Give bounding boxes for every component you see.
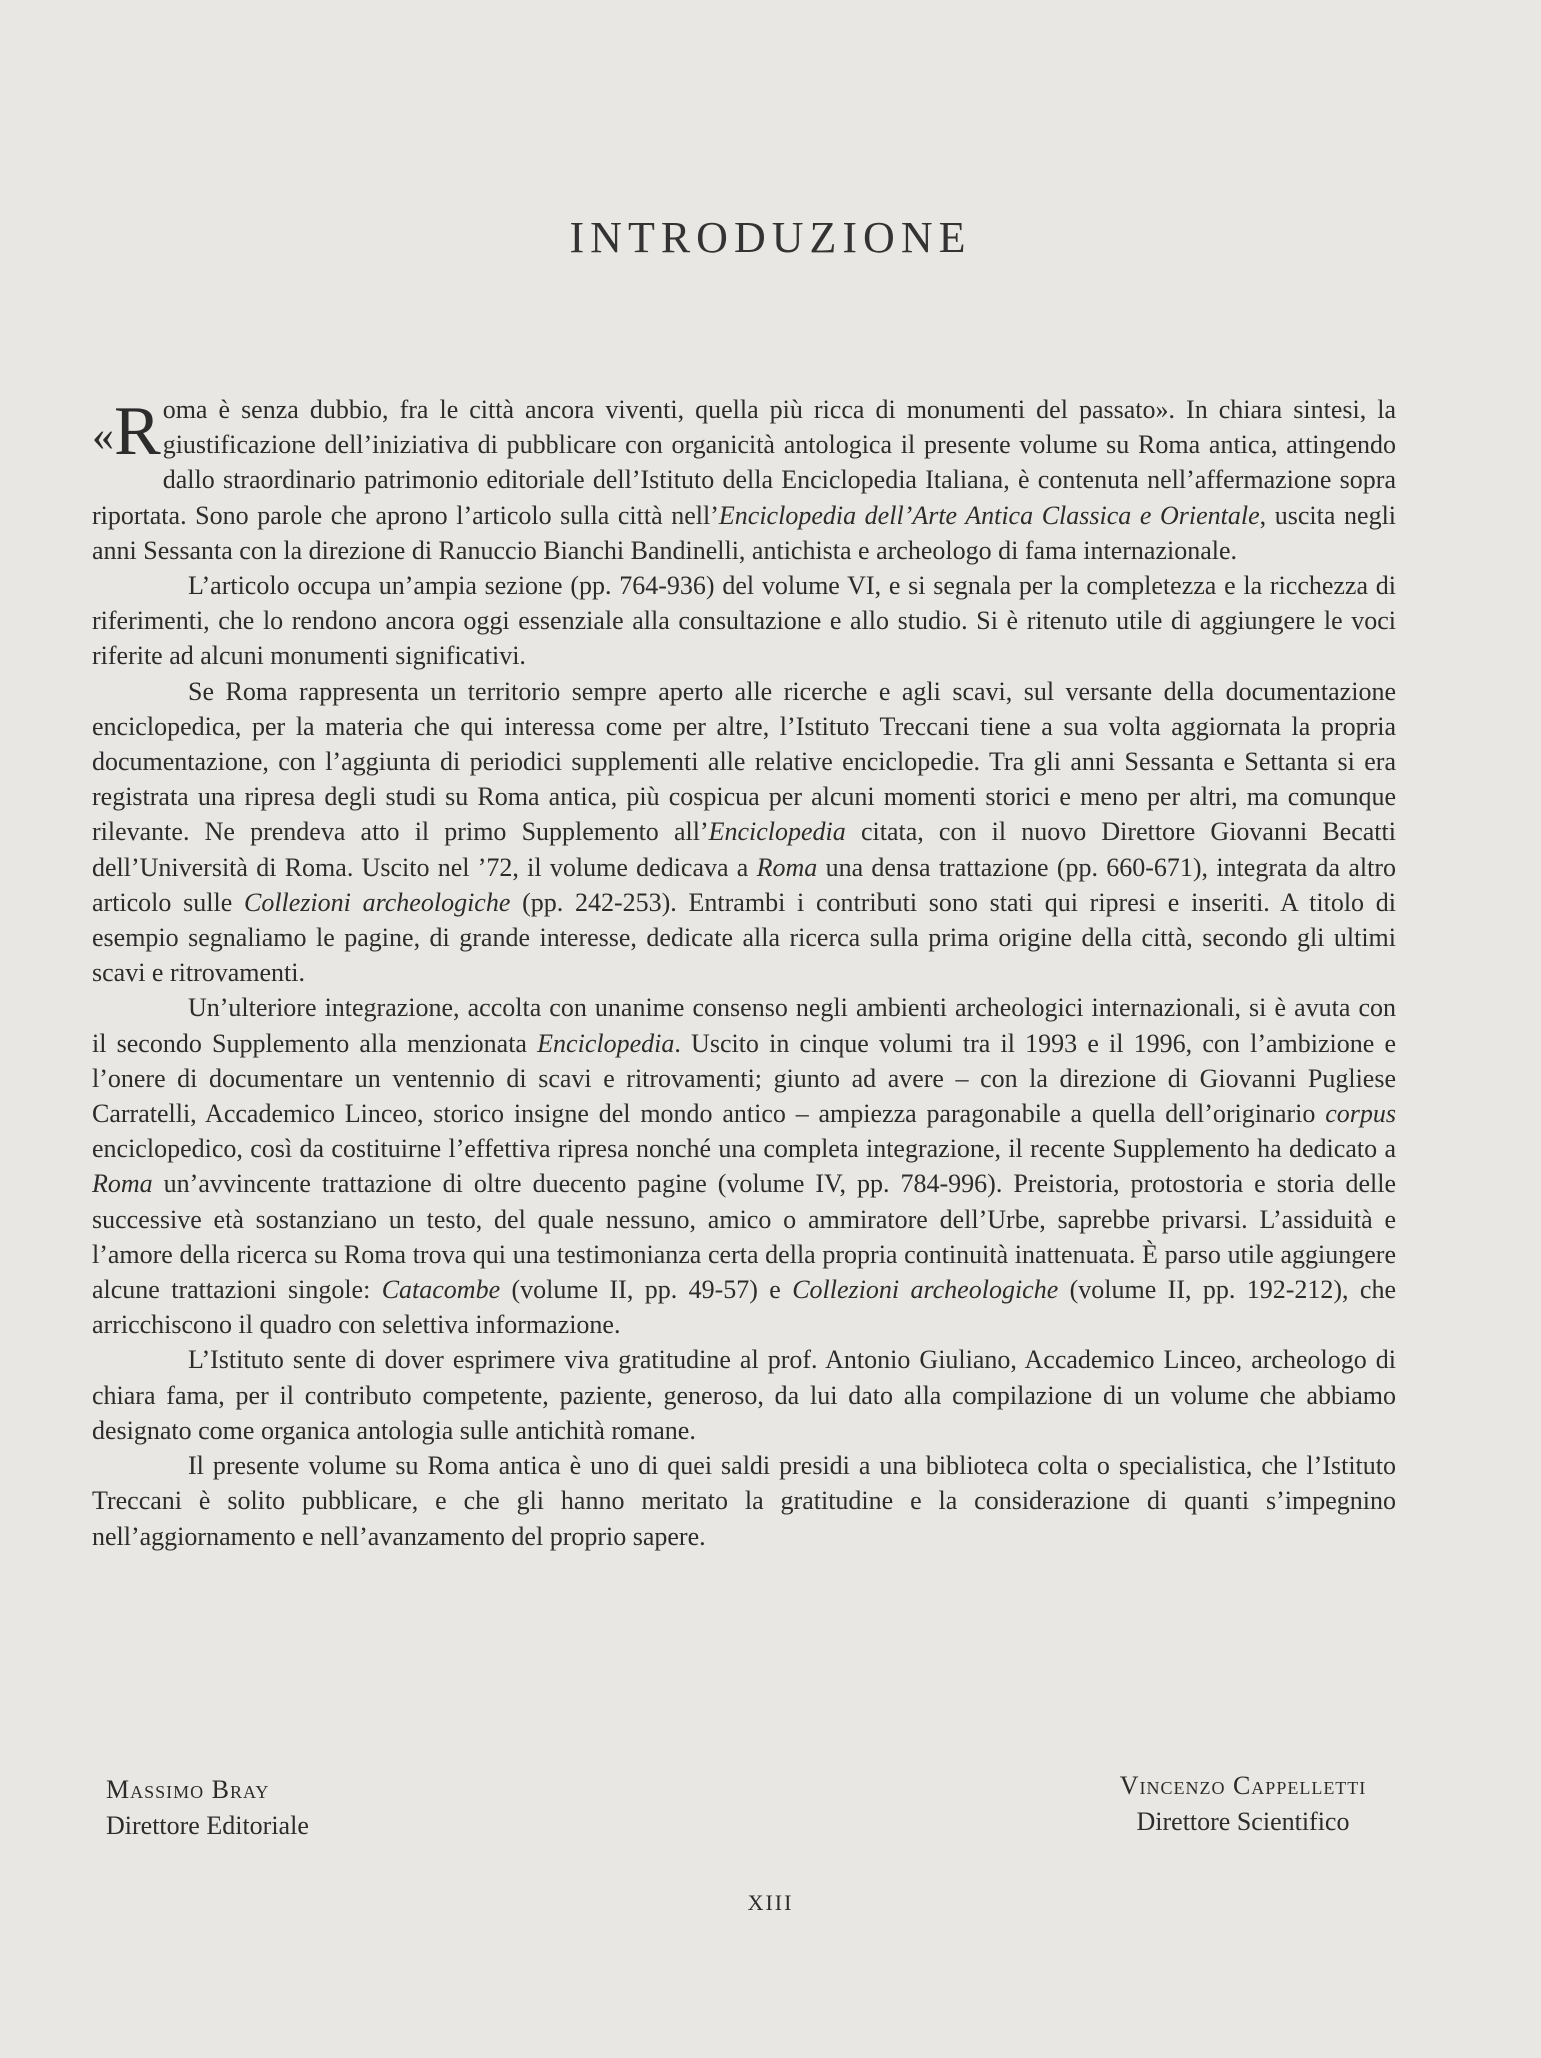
drop-cap-letter: R xyxy=(114,393,161,470)
paragraph-2 xyxy=(92,568,1396,674)
italic-title-text: Enciclopedia xyxy=(537,1028,675,1058)
italic-title-text: Catacombe xyxy=(381,1275,501,1305)
introduction-body xyxy=(92,392,1396,1554)
italic-title-text: corpus xyxy=(1325,1099,1396,1129)
signature-name: Massimo Bray xyxy=(106,1775,270,1804)
page-title: INTRODUZIONE xyxy=(569,213,972,262)
paragraph-text: citata, con il nuovo Direttore Giovanni Becatti dell’Università di Roma. Uscito nel ’72, il volume dedicava a xyxy=(92,817,1396,882)
italic-title-text: Collezioni archeologiche xyxy=(243,887,511,917)
signature-scientific-director xyxy=(1090,1768,1396,1840)
paragraph-6 xyxy=(92,1448,1396,1554)
paragraph-text: Un’ulteriore integrazione, accolta con unanime consenso negli ambienti archeologici internazionali, si è avuta con il secondo Supplemento alla menzionata xyxy=(92,993,1396,1058)
italic-title-text: Enciclopedia xyxy=(708,817,846,847)
italic-title-text: Roma xyxy=(756,852,818,882)
paragraph-text: un’avvincente trattazione di oltre duecento pagine (volume IV, pp. 784-996). Preistoria, protostoria e storia delle successive età sostanziano un testo, del quale nessuno, amico o ammiratore dell’Urbe, saprebbe privarsi. L’assiduità e l’amore della ricerca su Roma trova qui una testimonianza certa della propria continuità inattenuata. È parso utile aggiungere alcune trattazioni singole: xyxy=(92,1169,1396,1305)
paragraph-text: Il presente volume su Roma antica è uno di quei saldi presidi a una biblioteca colta o specialistica, che l’Istituto Treccani è solito pubblicare, e che gli hanno meritato la gratitudine e la considerazione di quanti s’impegnino nell’aggiornamento e nell’avanzamento del proprio sapere. xyxy=(92,1451,1396,1551)
paragraph-text: L’articolo occupa un’ampia sezione (pp. 764-936) del volume VI, e si segnala per la completezza e la ricchezza di riferimenti, che lo rendono ancora oggi essenziale alla consultazione e allo studio. Si è ritenuto utile di aggiungere le voci riferite ad alcuni monumenti significativi. xyxy=(92,571,1396,671)
paragraph-text: , uscita negli anni Sessanta con la direzione di Ranuccio Bianchi Bandinelli, antichista e archeologo di fama internazionale. xyxy=(92,500,1397,565)
paragraph-text: (volume II, pp. 192-212), che arricchiscono il quadro con selettiva informazione. xyxy=(92,1275,1397,1340)
paragraph-text: oma è senza dubbio, fra le città ancora viventi, quella più ricca di monumenti del passato». In chiara sintesi, la giustificazione dell’iniziativa di pubblicare con organicità antologica il presente volume su Roma antica, attingendo dallo straordinario patrimonio editoriale dell’Istituto della Enciclopedia Italiana, è contenuta nell’affermazione sopra riportata. Sono parole che aprono l’articolo sulla città nell’ xyxy=(92,395,1396,530)
paragraph-text: Se Roma rappresenta un territorio sempre aperto alle ricerche e agli scavi, sul versante della documentazione enciclopedica, per la materia che qui interessa come per altre, l’Istituto Treccani tiene a sua volta aggiornata la propria documentazione, con l’aggiunta di periodici supplementi alle relative enciclopedie. Tra gli anni Sessanta e Settanta si era registrata una ripresa degli studi su Roma antica, più cospicua per alcuni momenti storici e meno per altri, ma comunque rilevante. Ne prendeva atto il primo Supplemento all’ xyxy=(92,676,1396,847)
signature-editorial-director xyxy=(106,1772,309,1844)
italic-title-text: Enciclopedia dell’Arte Antica Classica e Orientale xyxy=(718,500,1260,530)
paragraph-text: (pp. 242-253). Entrambi i contributi sono stati qui ripresi e inseriti. A titolo di esempio segnaliamo le pagine, di grande interesse, dedicate alla ricerca sulla prima origine della città, secondo gli ultimi scavi e ritrovamenti. xyxy=(92,887,1397,988)
paragraph-text: L’Istituto sente di dover esprimere viva gratitudine al prof. Antonio Giuliano, Accademico Linceo, archeologo di chiara fama, per il contributo competente, paziente, generoso, da lui dato alla compilazione di un volume che abbiamo designato come organica antologia sulle antichità romane. xyxy=(92,1345,1396,1445)
page-number: XIII xyxy=(747,1890,794,1915)
paragraph-text: . Uscito in cinque volumi tra il 1993 e il 1996, con l’ambizione e l’onere di documentare un ventennio di scavi e ritrovamenti; giunto ad avere – con la direzione di Giovanni Pugliese Carratelli, Accademico Linceo, storico insigne del mondo antico – ampiezza paragonabile a quella dell’originario xyxy=(92,1028,1396,1129)
paragraph-1 xyxy=(92,392,1396,568)
signature-name: Vincenzo Cappelletti xyxy=(1119,1771,1367,1800)
paragraph-3 xyxy=(92,674,1396,991)
paragraph-text: enciclopedico, così da costituirne l’effettiva ripresa nonché una completa integrazione, il recente Supplemento ha dedicato a xyxy=(92,1134,1396,1164)
italic-title-text: Collezioni archeologiche xyxy=(792,1275,1059,1305)
drop-cap xyxy=(92,393,161,470)
paragraph-text: una densa trattazione (pp. 660-671), integrata da altro articolo sulle xyxy=(92,852,1396,917)
drop-cap-quote: « xyxy=(92,411,114,460)
paragraph-text: (volume II, pp. 49-57) e xyxy=(500,1275,793,1305)
signature-role: Direttore Editoriale xyxy=(106,1811,309,1840)
paragraph-5 xyxy=(92,1342,1396,1448)
paragraph-4 xyxy=(92,990,1396,1342)
signature-role: Direttore Scientifico xyxy=(1136,1807,1350,1836)
italic-title-text: Roma xyxy=(92,1169,153,1199)
